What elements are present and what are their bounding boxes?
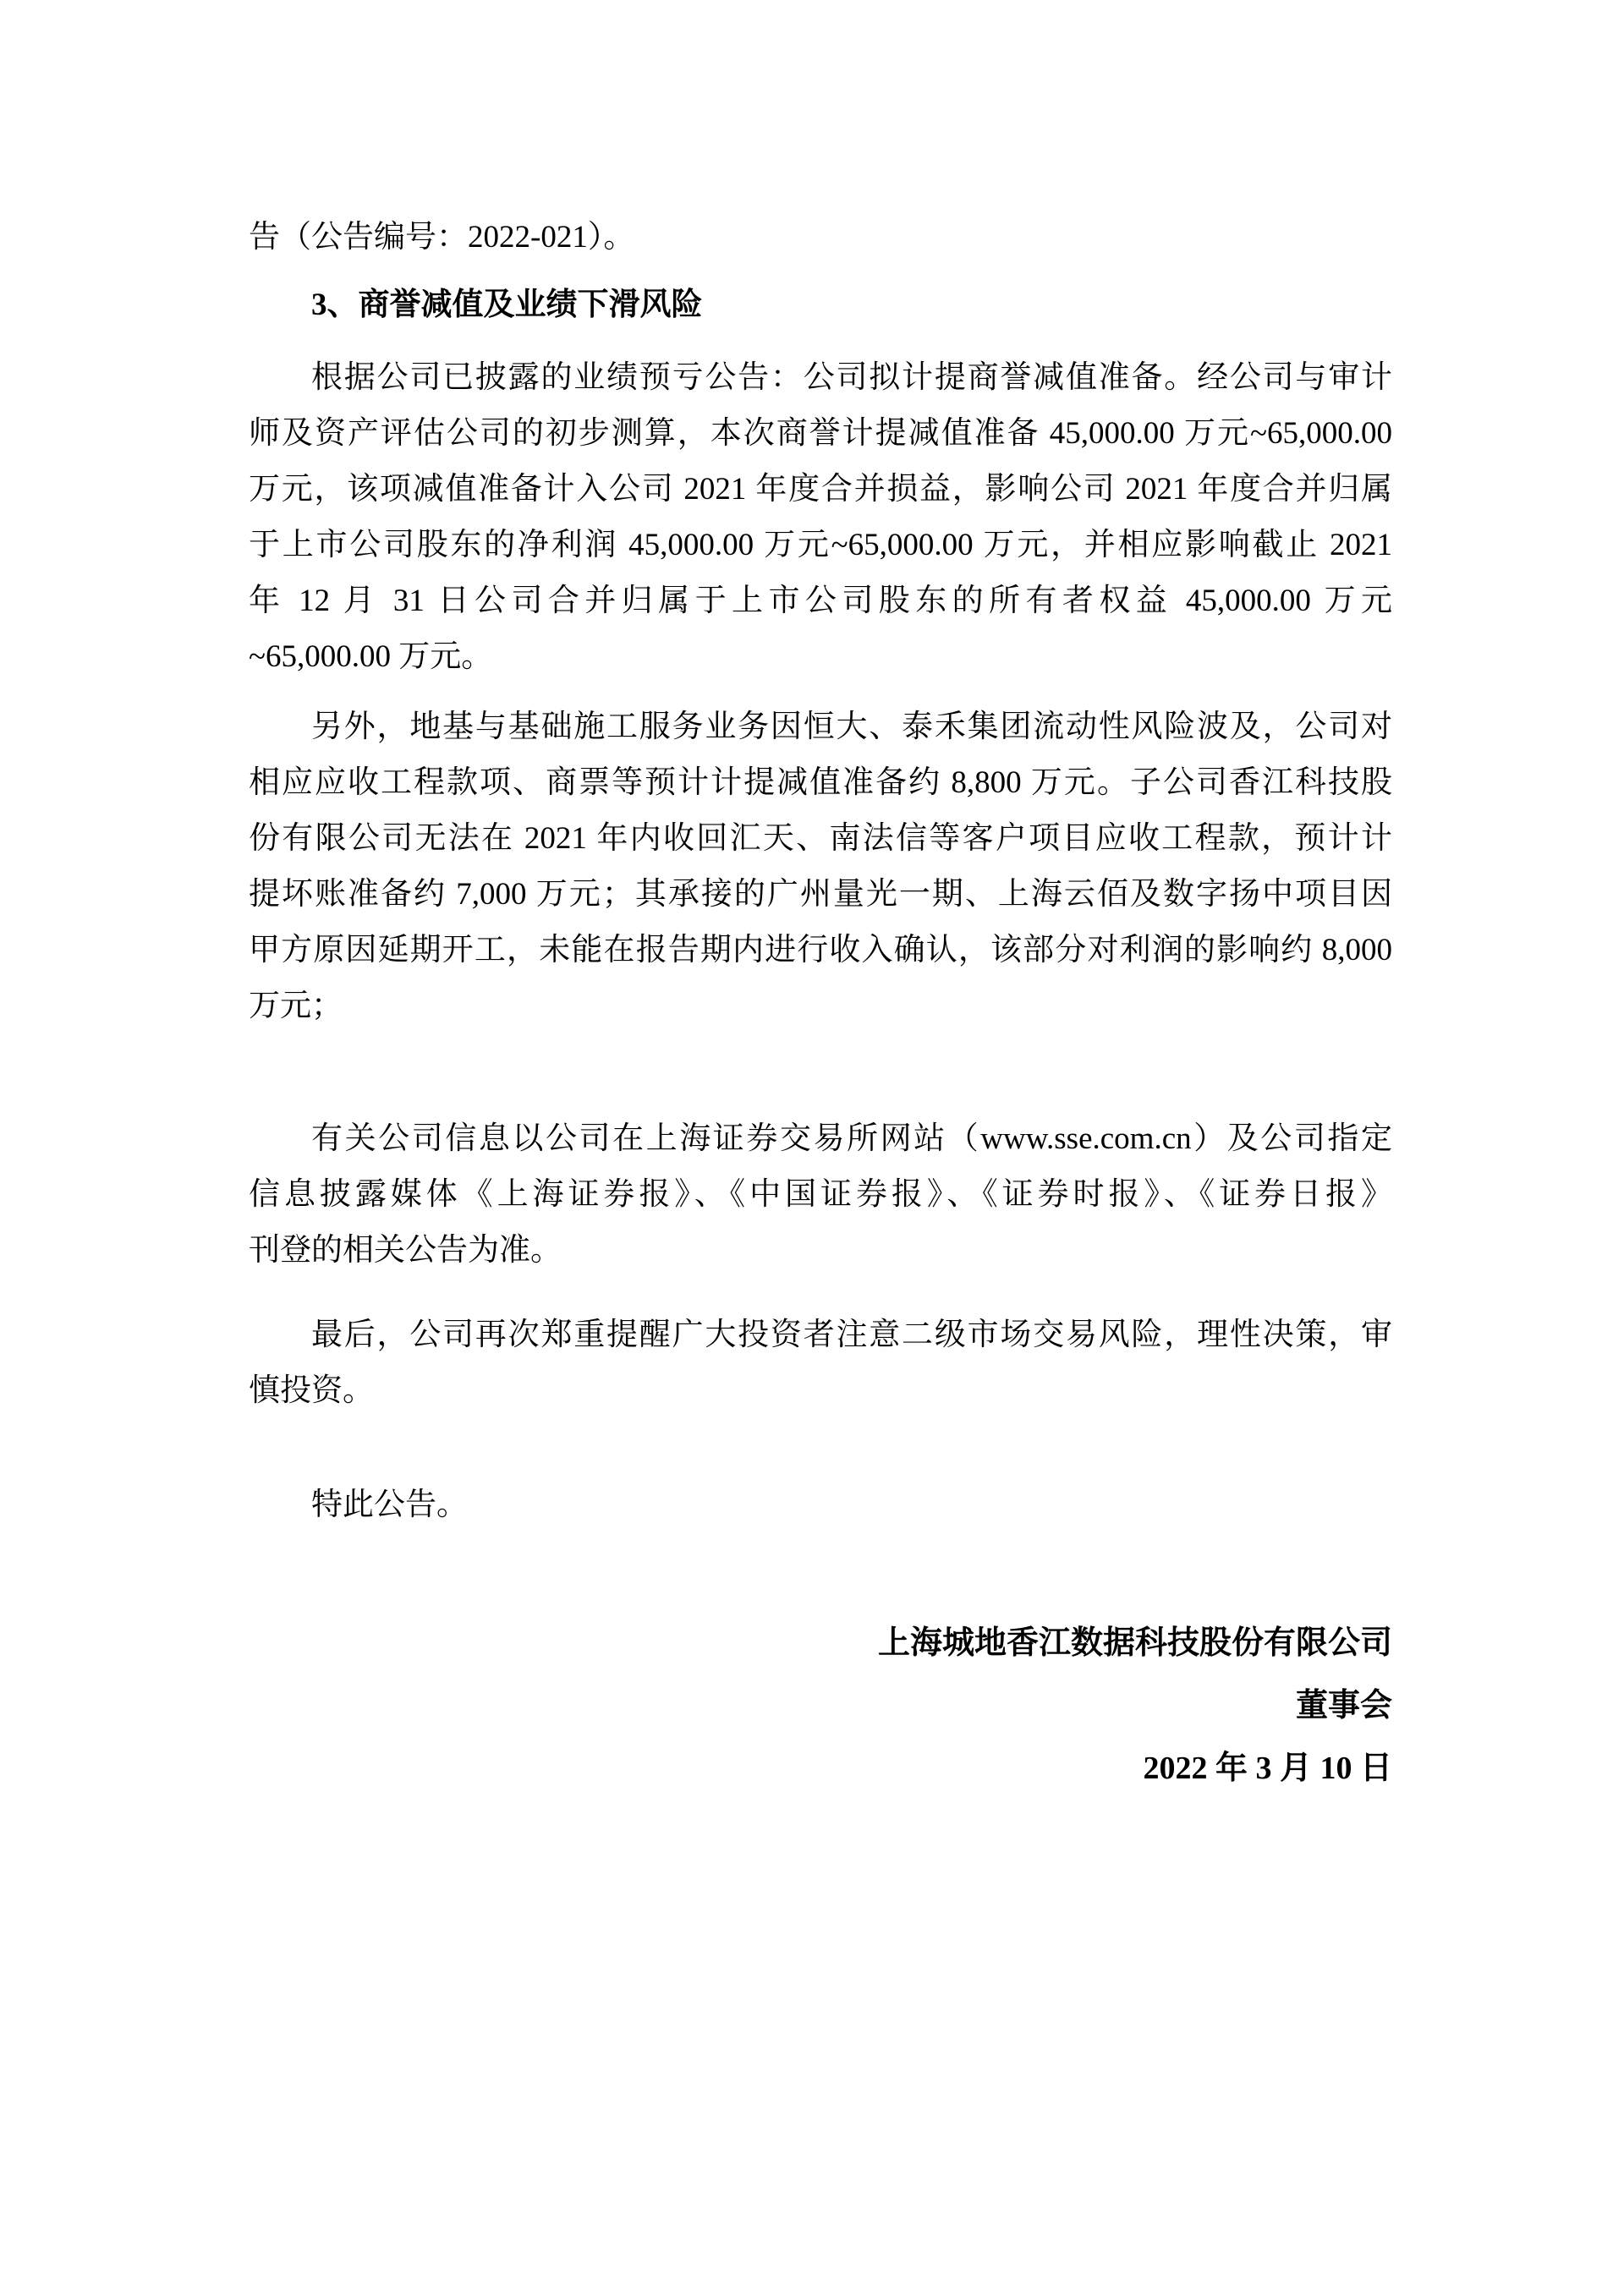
text-line: 慎投资。 — [249, 1373, 374, 1408]
text-line: 刊登的相关公告为准。 — [249, 1233, 562, 1268]
paragraph-goodwill-impairment — [249, 350, 1392, 685]
section-heading: 3、商誉减值及业绩下滑风险 — [311, 288, 703, 322]
text-line: 另外，地基与基础施工服务业务因恒大、泰禾集团流动性风险波及，公司对 — [311, 710, 1392, 744]
text-line: ~65,000.00 万元。 — [249, 639, 493, 674]
text-line: 万元； — [249, 989, 343, 1023]
text-line: 于上市公司股东的净利润 45,000.00 万元~65,000.00 万元，并相应影响截止 2021 — [249, 528, 1392, 562]
text-line: 万元，该项减值准备计入公司 2021 年度合并损益，影响公司 2021 年度合并归属 — [249, 472, 1392, 507]
signature-block — [249, 1612, 1392, 1800]
closing-line: 特此公告。 — [311, 1488, 468, 1522]
signature-date: 2022 年 3 月 10 日 — [1143, 1751, 1392, 1786]
text-line: 有关公司信息以公司在上海证券交易所网站（www.sse.com.cn）及公司指定 — [311, 1121, 1392, 1156]
text-line: 信息披露媒体《上海证券报》、《中国证券报》、《证券时报》、《证券日报》 — [249, 1177, 1392, 1212]
text-line: 份有限公司无法在 2021 年内收回汇天、南法信等客户项目应收工程款，预计计 — [249, 821, 1392, 856]
paragraph-investor-reminder — [249, 1307, 1392, 1419]
signature-board: 董事会 — [1295, 1688, 1392, 1723]
intro-line: 告（公告编号：2022-021）。 — [249, 220, 635, 255]
text-line: 甲方原因延期开工，未能在报告期内进行收入确认，该部分对利润的影响约 8,000 — [249, 933, 1392, 967]
paragraph-information-disclosure — [249, 1111, 1392, 1279]
paragraph-receivables-risk — [249, 699, 1392, 1034]
text-line: 年 12 月 31 日公司合并归属于上市公司股东的所有者权益 45,000.00 万元 — [249, 584, 1392, 618]
text-line: 相应应收工程款项、商票等预计计提减值准备约 8,800 万元。子公司香江科技股 — [249, 765, 1392, 800]
text-line: 最后，公司再次郑重提醒广大投资者注意二级市场交易风险，理性决策，审 — [311, 1318, 1392, 1352]
text-line: 根据公司已披露的业绩预亏公告：公司拟计提商誉减值准备。经公司与审计 — [311, 360, 1392, 395]
signature-company: 上海城地香江数据科技股份有限公司 — [877, 1625, 1392, 1661]
text-line: 师及资产评估公司的初步测算，本次商誉计提减值准备 45,000.00 万元~65,000.00 — [249, 416, 1392, 451]
document-content — [249, 210, 1392, 1800]
text-line: 提坏账准备约 7,000 万元；其承接的广州量光一期、上海云佰及数字扬中项目因 — [249, 877, 1392, 912]
